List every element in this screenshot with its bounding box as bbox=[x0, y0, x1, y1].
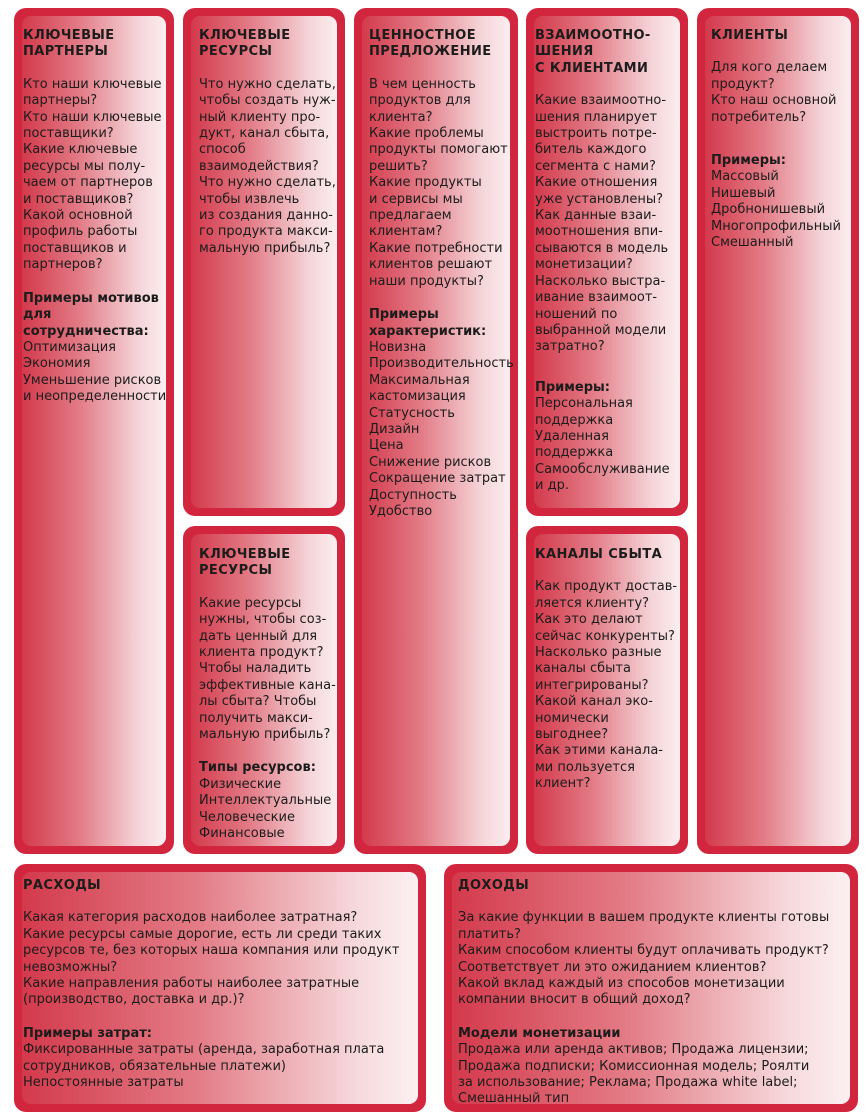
text-line: Финансовые bbox=[199, 826, 285, 842]
text-line: ивание взаимоот- bbox=[535, 290, 658, 306]
text-line: и поставщиков? bbox=[23, 191, 134, 207]
channels-text bbox=[535, 547, 685, 793]
text-line: мальную прибыль? bbox=[199, 727, 331, 743]
text-line: и сервисы мы bbox=[369, 191, 463, 207]
costs-examples bbox=[23, 1042, 423, 1091]
revenue-questions bbox=[458, 910, 856, 1008]
key-activities-title: КЛЮЧЕВЫЕ РЕСУРСЫ bbox=[199, 28, 291, 60]
text-line: Нишевый bbox=[711, 185, 776, 201]
text-line: Какие отношения bbox=[535, 175, 658, 191]
text-line: поставщиков и bbox=[23, 240, 127, 256]
customer-segments-text bbox=[711, 28, 861, 251]
text-line: из создания данно- bbox=[199, 208, 333, 224]
text-line: предлагаем bbox=[369, 208, 452, 224]
text-line: ресурсы мы полу- bbox=[23, 158, 146, 174]
text-line: партнеров? bbox=[23, 257, 103, 273]
text-line: Продажа или аренда активов; Продажа лицензии; bbox=[458, 1042, 809, 1058]
text-line: чтобы извлечь bbox=[199, 191, 300, 207]
text-line: Каким способом клиенты будут оплачивать продукт? bbox=[458, 943, 829, 959]
text-line: дукт, канал сбыта, bbox=[199, 126, 330, 142]
text-line: Физические bbox=[199, 776, 282, 792]
text-line: выгоднее? bbox=[535, 727, 609, 743]
text-line: Какие ключевые bbox=[23, 142, 138, 158]
text-line: Соответствует ли это ожиданием клиентов? bbox=[458, 959, 767, 975]
text-line: шения планирует bbox=[535, 109, 658, 125]
revenue-text bbox=[458, 878, 856, 1108]
text-line: Какие проблемы bbox=[369, 126, 484, 142]
text-line: Насколько выстра- bbox=[535, 273, 666, 289]
customer-segments-examples bbox=[711, 169, 861, 251]
text-line: Смешанный bbox=[711, 235, 794, 251]
text-line: Что нужно сделать, bbox=[199, 76, 336, 92]
value-proposition-title: ЦЕННОСТНОЕ ПРЕДЛОЖЕНИЕ bbox=[369, 28, 492, 60]
text-line: Кто наши ключевые bbox=[23, 109, 162, 125]
text-line: Цена bbox=[369, 438, 404, 454]
text-line: ресурсов те, без которых наша компания или продукт bbox=[23, 943, 400, 959]
text-line: го продукта макси- bbox=[199, 224, 333, 240]
key-resources-examples bbox=[199, 777, 345, 843]
text-line: каналы сбыта bbox=[535, 661, 631, 677]
text-line: поставщики? bbox=[23, 126, 114, 142]
text-line: ный клиенту про- bbox=[199, 109, 321, 125]
text-line: поддержка bbox=[535, 445, 614, 461]
text-line: Дробнонишевый bbox=[711, 202, 826, 218]
text-line: Какой канал эко- bbox=[535, 694, 653, 710]
revenue-examples bbox=[458, 1042, 856, 1108]
customer-relations-questions bbox=[535, 93, 685, 356]
text-line: Самообслуживание bbox=[535, 461, 670, 477]
text-line: продуктов для bbox=[369, 93, 471, 109]
text-line: эффективные кана- bbox=[199, 677, 336, 693]
text-line: Продажа подписки; Комиссионная модель; Роялти bbox=[458, 1058, 810, 1074]
text-line: За какие функции в вашем продукте клиенты готовы bbox=[458, 910, 830, 926]
text-line: выбранной модели bbox=[535, 322, 667, 338]
key-resources-questions bbox=[199, 596, 345, 744]
revenue-title: ДОХОДЫ bbox=[458, 878, 530, 893]
text-line: наши продукты? bbox=[369, 273, 484, 289]
text-line: продукты помогают bbox=[369, 142, 508, 158]
key-partners-text bbox=[23, 28, 175, 406]
customer-relations-text bbox=[535, 28, 685, 495]
text-line: компании вносит в общий доход? bbox=[458, 992, 691, 1008]
key-partners-title: КЛЮЧЕВЫЕ ПАРТНЕРЫ bbox=[23, 28, 115, 60]
key-partners-examples-title: Примеры мотивов для сотрудничества: bbox=[23, 290, 159, 339]
text-line: поддержка bbox=[535, 412, 614, 428]
text-line: Какие взаимоотно- bbox=[535, 93, 667, 109]
text-line: клиента продукт? bbox=[199, 645, 324, 661]
text-line: затратно? bbox=[535, 339, 605, 355]
text-line: (производство, доставка и др.)? bbox=[23, 992, 245, 1008]
costs-text bbox=[23, 878, 423, 1091]
text-line: способ bbox=[199, 142, 246, 158]
key-resources-text bbox=[199, 547, 345, 843]
value-proposition-examples-title: Примеры характеристик: bbox=[369, 307, 487, 339]
text-line: Массовый bbox=[711, 169, 779, 185]
text-line: номически bbox=[535, 710, 609, 726]
text-line: Как этими канала- bbox=[535, 743, 663, 759]
text-line: Уменьшение рисков bbox=[23, 372, 162, 388]
costs-title: РАСХОДЫ bbox=[23, 878, 102, 893]
text-line: ношений по bbox=[535, 306, 618, 322]
text-line: Удобство bbox=[369, 503, 433, 519]
channels-questions bbox=[535, 579, 685, 792]
text-line: Какой вклад каждый из способов монетизации bbox=[458, 976, 785, 992]
text-line: Фиксированные затраты (аренда, заработная плата bbox=[23, 1042, 385, 1058]
text-line: Чтобы наладить bbox=[199, 661, 312, 677]
text-line: В чем ценность bbox=[369, 76, 476, 92]
text-line: сотрудников, обязательные платежи) bbox=[23, 1058, 286, 1074]
text-line: Экономия bbox=[23, 356, 91, 372]
text-line: сейчас конкуренты? bbox=[535, 628, 675, 644]
text-line: лы сбыта? Чтобы bbox=[199, 694, 317, 710]
text-line: Что нужно сделать, bbox=[199, 175, 336, 191]
text-line: потребитель? bbox=[711, 109, 807, 125]
costs-examples-title: Примеры затрат: bbox=[23, 1025, 152, 1041]
text-line: интегрированы? bbox=[535, 677, 649, 693]
text-line: монетизации? bbox=[535, 257, 633, 273]
text-line: Непостоянные затраты bbox=[23, 1075, 184, 1091]
key-activities-questions bbox=[199, 77, 345, 257]
text-line: Удаленная bbox=[535, 428, 609, 444]
text-line: Какие потребности bbox=[369, 240, 503, 256]
key-resources-examples-title: Типы ресурсов: bbox=[199, 760, 316, 776]
text-line: Сокращение затрат bbox=[369, 471, 506, 487]
text-line: Какая категория расходов наиболее затратная? bbox=[23, 910, 358, 926]
costs-questions bbox=[23, 910, 423, 1008]
text-line: битель каждого bbox=[535, 142, 647, 158]
text-line: Дизайн bbox=[369, 421, 420, 437]
customer-segments-questions bbox=[711, 60, 861, 126]
text-line: и неопределенности bbox=[23, 389, 167, 405]
text-line: Смешанный тип bbox=[458, 1091, 570, 1107]
text-line: мальную прибыль? bbox=[199, 240, 331, 256]
text-line: Какие ресурсы самые дорогие, есть ли среди таких bbox=[23, 926, 382, 942]
text-line: чаем от партнеров bbox=[23, 175, 153, 191]
text-line: продукт? bbox=[711, 76, 775, 92]
text-line: взаимодействия? bbox=[199, 158, 319, 174]
text-line: Какие продукты bbox=[369, 175, 482, 191]
text-line: получить макси- bbox=[199, 710, 313, 726]
text-line: чтобы создать нуж- bbox=[199, 93, 336, 109]
text-line: партнеры? bbox=[23, 93, 98, 109]
text-line: Статусность bbox=[369, 405, 455, 421]
channels-title: КАНАЛЫ СБЫТА bbox=[535, 547, 663, 562]
value-proposition-text bbox=[369, 28, 519, 520]
text-line: Доступность bbox=[369, 487, 457, 503]
key-partners-questions bbox=[23, 77, 175, 274]
text-line: Какие направления работы наиболее затратные bbox=[23, 976, 360, 992]
text-line: Новизна bbox=[369, 339, 427, 355]
text-line: клиентам? bbox=[369, 224, 443, 240]
key-activities-text bbox=[199, 28, 345, 257]
text-line: уже установлены? bbox=[535, 191, 664, 207]
text-line: Как это делают bbox=[535, 612, 643, 628]
text-line: клиент? bbox=[535, 776, 591, 792]
customer-relations-examples bbox=[535, 396, 685, 494]
text-line: Многопрофильный bbox=[711, 218, 841, 234]
text-line: Максимальная bbox=[369, 372, 470, 388]
text-line: дать ценный для bbox=[199, 628, 318, 644]
text-line: клиентов решают bbox=[369, 257, 493, 273]
value-proposition-examples bbox=[369, 340, 519, 520]
text-line: Оптимизация bbox=[23, 339, 117, 355]
text-line: Какой основной bbox=[23, 208, 133, 224]
text-line: Как продукт достав- bbox=[535, 579, 678, 595]
text-line: кастомизация bbox=[369, 389, 466, 405]
text-line: платить? bbox=[458, 926, 521, 942]
text-line: моотношения впи- bbox=[535, 224, 663, 240]
text-line: сываются в модель bbox=[535, 240, 669, 256]
text-line: клиента? bbox=[369, 109, 433, 125]
text-line: решить? bbox=[369, 158, 428, 174]
text-line: профиль работы bbox=[23, 224, 138, 240]
revenue-examples-title: Модели монетизации bbox=[458, 1025, 621, 1041]
text-line: Кто наши ключевые bbox=[23, 76, 162, 92]
text-line: невозможны? bbox=[23, 959, 118, 975]
text-line: Для кого делаем bbox=[711, 60, 828, 76]
text-line: и др. bbox=[535, 478, 569, 494]
text-line: Производительность bbox=[369, 356, 514, 372]
text-line: Как данные взаи- bbox=[535, 208, 657, 224]
customer-relations-examples-title: Примеры: bbox=[535, 379, 610, 395]
value-proposition-questions bbox=[369, 77, 519, 290]
customer-relations-title: ВЗАИМООТНО- ШЕНИЯ С КЛИЕНТАМИ bbox=[535, 28, 651, 76]
text-line: Человеческие bbox=[199, 809, 295, 825]
text-line: Персональная bbox=[535, 396, 633, 412]
text-line: ляется клиенту? bbox=[535, 595, 650, 611]
text-line: ми пользуется bbox=[535, 759, 635, 775]
key-resources-title: КЛЮЧЕВЫЕ РЕСУРСЫ bbox=[199, 547, 291, 579]
customer-segments-examples-title: Примеры: bbox=[711, 153, 786, 169]
text-line: Какие ресурсы bbox=[199, 595, 302, 611]
text-line: сегмента с нами? bbox=[535, 158, 656, 174]
customer-segments-title: КЛИЕНТЫ bbox=[711, 28, 789, 43]
text-line: Кто наш основной bbox=[711, 93, 837, 109]
text-line: выстроить потре- bbox=[535, 126, 657, 142]
text-line: Снижение рисков bbox=[369, 454, 492, 470]
key-partners-examples bbox=[23, 340, 175, 406]
text-line: Интеллектуальные bbox=[199, 793, 332, 809]
text-line: Насколько разные bbox=[535, 645, 662, 661]
text-line: за использование; Реклама; Продажа white label; bbox=[458, 1075, 798, 1091]
text-line: нужны, чтобы соз- bbox=[199, 612, 327, 628]
